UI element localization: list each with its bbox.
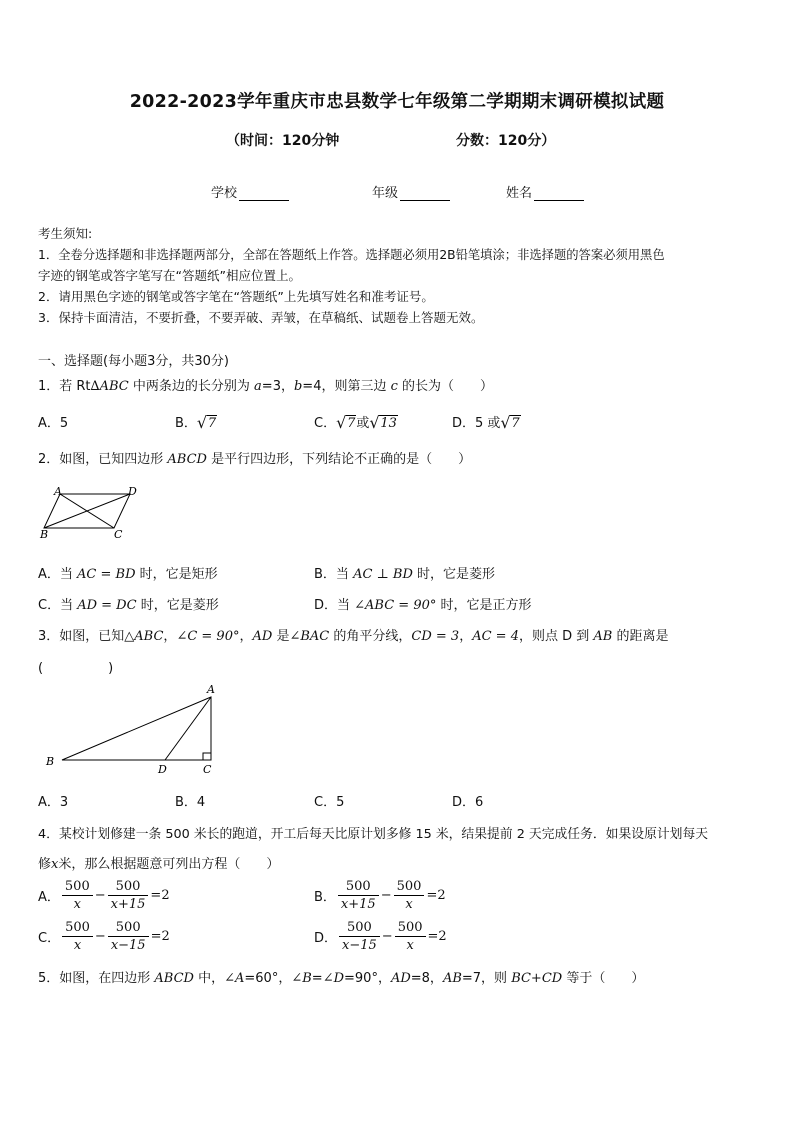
page-title: 2022-2023学年重庆市忠县数学七年级第二学期期末调研模拟试题 — [129, 92, 665, 112]
right-triangle-figure — [40, 680, 230, 780]
question-1-stem: 1．若 Rt∆ABC 中两条边的长分别为 a=3，b=4，则第三边 c 的长为（ ） — [38, 379, 494, 394]
section-heading: 一、选择题(每小题3分，共30分) — [38, 354, 229, 369]
fig3-label-d: D — [158, 763, 167, 776]
question-3-option-d[interactable]: D．6 — [452, 795, 484, 810]
question-2-option-d[interactable]: D．当 ∠ABC = 90° 时，它是正方形 — [314, 598, 532, 613]
fig2-label-c: C — [114, 528, 123, 541]
question-4-option-b[interactable]: B． $\frac{500}{x+15}$ − $\frac{500}{x}$ =2 — [314, 879, 446, 912]
fig2-label-b: B — [40, 528, 49, 541]
question-4-option-a[interactable]: A． $\frac{500}{x}$ − $\frac{500}{x+15}$ =2 — [38, 879, 170, 912]
note-1b: 字迹的钢笔或答字笔写在“答题纸”相应位置上。 — [38, 268, 301, 283]
fig3-label-b: B — [46, 755, 55, 768]
name-field — [506, 182, 584, 201]
school-label: 学校 — [211, 186, 238, 201]
exam-time: （时间：120分钟 — [226, 133, 340, 149]
question-3-option-b[interactable]: B．4 — [175, 795, 206, 810]
question-3-stem: 3．如图，已知△ABC，∠C = 90°，AD 是∠BAC 的角平分线，CD = 3，AC = 4，则点 D 到 AB 的距离是 — [38, 629, 669, 644]
name-blank[interactable] — [534, 187, 584, 201]
exam-score: 分数：120分） — [456, 133, 556, 149]
question-4-stem-line2: 修x米，那么根据题意可列出方程（ ） — [38, 857, 280, 872]
school-blank[interactable] — [239, 187, 289, 201]
note-3: 3．保持卡面清洁，不要折叠，不要弄破、弄皱，在草稿纸、试题卷上答题无效。 — [38, 310, 484, 325]
parallelogram-figure — [36, 480, 146, 542]
note-1a: 1．全卷分选择题和非选择题两部分，全部在答题纸上作答。选择题必须用2B铅笔填涂；非选择题的答案必须用黑色 — [38, 248, 665, 262]
fig2-label-d: D — [128, 485, 137, 498]
grade-blank[interactable] — [400, 187, 450, 201]
question-1-option-a[interactable]: A．5 — [38, 416, 69, 431]
question-4-stem-line1: 4．某校计划修建一条 500 米长的跑道，开工后每天比原计划多修 15 米，结果提前 2 天完成任务．如果设原计划每天 — [38, 827, 709, 842]
grade-field — [372, 182, 450, 201]
notes-heading: 考生须知: — [38, 226, 93, 241]
question-1-option-c[interactable]: C．√ 7或√ 13 — [314, 412, 398, 431]
question-1-option-b[interactable]: B．√ 7 — [175, 412, 217, 431]
question-2-option-a[interactable]: A．当 AC = BD 时，它是矩形 — [38, 567, 218, 582]
fig2-label-a: A — [54, 485, 62, 498]
question-1-option-d[interactable]: D．5 或√ 7 — [452, 412, 521, 431]
question-3-answer-paren: ( ) — [38, 661, 114, 676]
question-5-stem: 5．如图，在四边形 ABCD 中，∠A=60°，∠B=∠D=90°，AD=8，AB=7，则 BC+CD 等于（ ） — [38, 971, 645, 986]
fig3-label-c: C — [203, 763, 212, 776]
fig3-label-a: A — [207, 683, 215, 696]
question-2-stem: 2．如图，已知四边形 ABCD 是平行四边形，下列结论不正确的是（ ） — [38, 452, 472, 467]
question-2-option-b[interactable]: B．当 AC ⊥ BD 时，它是菱形 — [314, 567, 496, 582]
note-2: 2．请用黑色字迹的钢笔或答字笔在“答题纸”上先填写姓名和准考证号。 — [38, 289, 434, 304]
question-3-option-c[interactable]: C．5 — [314, 795, 345, 810]
question-4-option-c[interactable]: C． $\frac{500}{x}$ − $\frac{500}{x-15}$ =2 — [38, 920, 170, 953]
name-label: 姓名 — [506, 186, 533, 201]
question-4-option-d[interactable]: D． $\frac{500}{x-15}$ − $\frac{500}{x}$ =2 — [314, 920, 447, 953]
grade-label: 年级 — [372, 186, 399, 201]
question-2-option-c[interactable]: C．当 AD = DC 时，它是菱形 — [38, 598, 219, 613]
school-field — [211, 182, 289, 201]
question-3-option-a[interactable]: A．3 — [38, 795, 69, 810]
